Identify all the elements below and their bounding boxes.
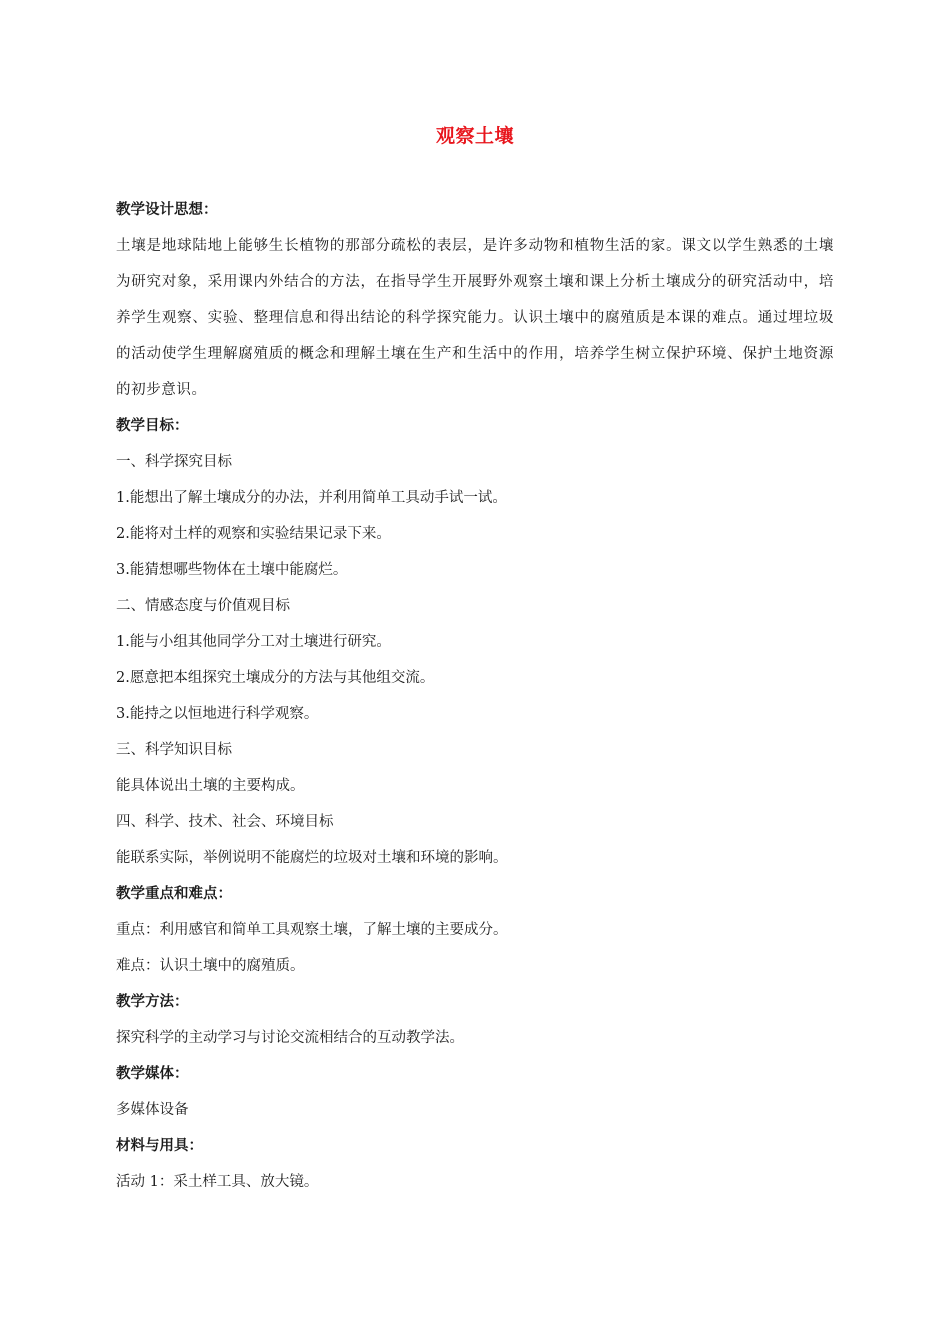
- method-text: 探究科学的主动学习与讨论交流相结合的互动教学法。: [116, 1030, 464, 1046]
- goals-section-1-item: 3.能猜想哪些物体在土壤中能腐烂。: [116, 562, 348, 578]
- keypoint-key: 重点：利用感官和简单工具观察土壤，了解土壤的主要成分。: [116, 922, 508, 938]
- goals-section-4-text: 能联系实际，举例说明不能腐烂的垃圾对土壤和环境的影响。: [116, 850, 508, 866]
- goals-section-1-item: 1.能想出了解土壤成分的办法，并利用简单工具动手试一试。: [116, 490, 507, 506]
- goals-section-2-item: 1.能与小组其他同学分工对土壤进行研究。: [116, 634, 391, 650]
- goals-section-3-text: 能具体说出土壤的主要构成。: [116, 778, 305, 794]
- goals-section-2-item: 2.愿意把本组探究土壤成分的方法与其他组交流。: [116, 670, 435, 686]
- goals-heading: 教学目标：: [116, 418, 189, 434]
- keypoint-difficult: 难点：认识土壤中的腐殖质。: [116, 958, 305, 974]
- design-heading: 教学设计思想：: [116, 202, 218, 218]
- goals-section-4: 四、科学、技术、社会、环境目标: [116, 814, 334, 830]
- goals-section-3: 三、科学知识目标: [116, 742, 232, 758]
- goals-section-1: 一、科学探究目标: [116, 454, 232, 470]
- materials-heading: 材料与用具：: [116, 1138, 203, 1154]
- media-text: 多媒体设备: [116, 1102, 189, 1118]
- keypoints-heading: 教学重点和难点：: [116, 886, 232, 902]
- design-paragraph: 土壤是地球陆地上能够生长植物的那部分疏松的表层，是许多动物和植物生活的家。课文以学生熟悉的土壤为研究对象，采用课内外结合的方法，在指导学生开展野外观察土壤和课上分析土壤成分的研究活动中，培养学生观察、实验、整理信息和得出结论的科学探究能力。认识土壤中的腐殖质是本课的难点。通过埋垃圾的活动使学生理解腐殖质的概念和理解土壤在生产和生活中的作用，培养学生树立保护环境、保护土地资源的初步意识。: [116, 238, 834, 398]
- method-heading: 教学方法：: [116, 994, 189, 1010]
- materials-text: 活动 1：采土样工具、放大镜。: [116, 1174, 319, 1190]
- goals-section-2-item: 3.能持之以恒地进行科学观察。: [116, 706, 319, 722]
- goals-section-1-item: 2.能将对土样的观察和实验结果记录下来。: [116, 526, 391, 542]
- document-title: 观察土壤: [435, 125, 514, 147]
- goals-section-2: 二、情感态度与价值观目标: [116, 598, 290, 614]
- document-page: [116, 118, 834, 1200]
- media-heading: 教学媒体：: [116, 1066, 189, 1082]
